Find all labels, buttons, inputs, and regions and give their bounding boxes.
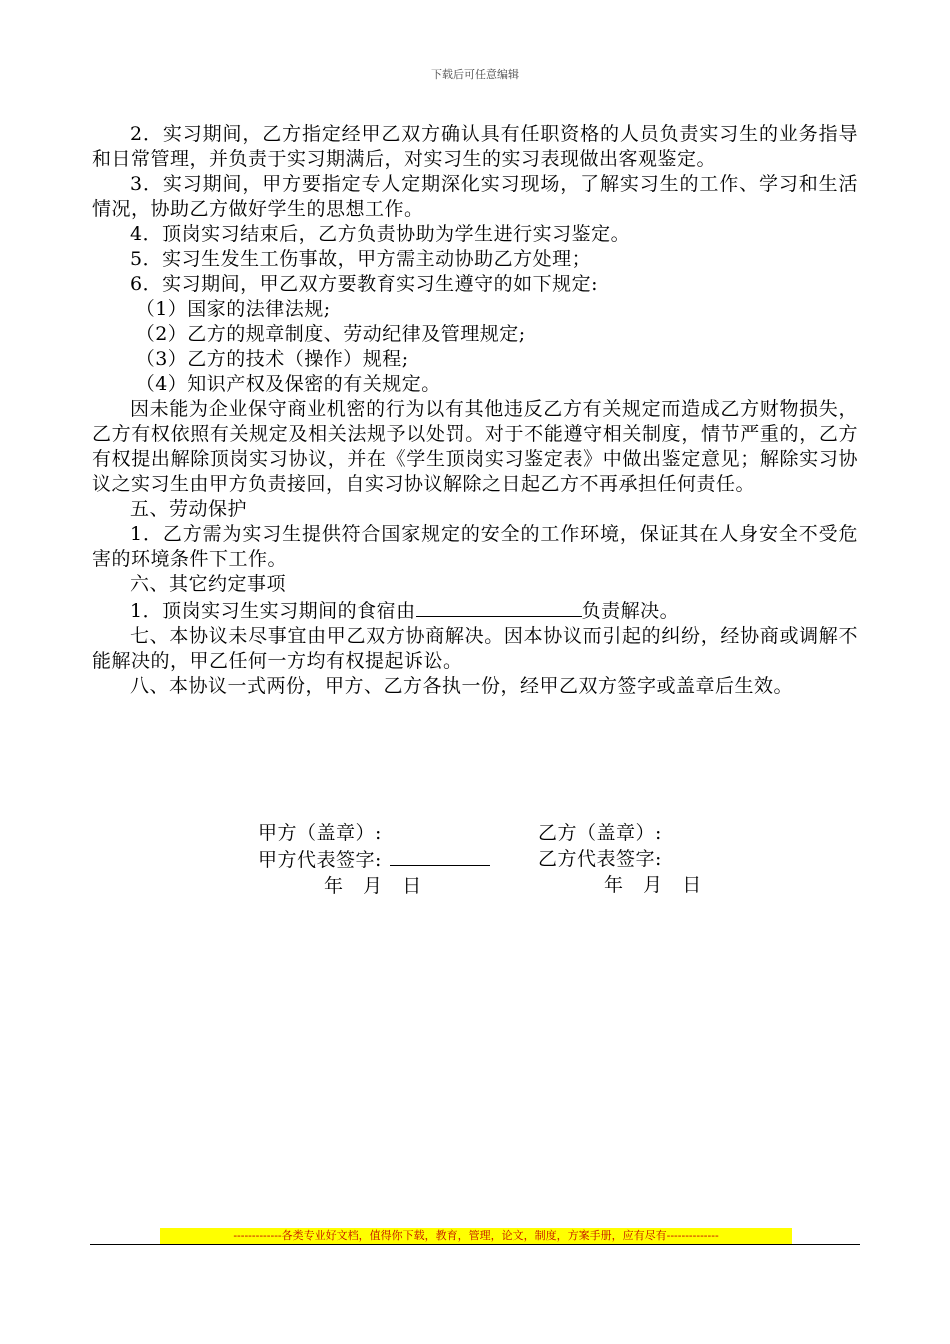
party-b-rep-label: 乙方代表签字: [538,848,662,870]
section-6-title: 六、其它约定事项 [130,573,287,595]
rule-item-1: （1）国家的法律法规; [135,298,331,320]
rule-item-4: （4）知识产权及保密的有关规定。 [135,373,441,395]
section-5-clause-1: 1．乙方需为实习生提供符合国家规定的安全的工作环境，保证其在人身安全不受危害的环境条件下工作。 [92,523,858,570]
party-b-seal-label: 乙方（盖章）: [538,822,662,844]
party-b-date: 年 月 日 [604,874,702,896]
clause-5: 5．实习生发生工伤事故，甲方需主动协助乙方处理； [130,248,592,270]
section-6-clause-1 [92,597,858,624]
penalty-paragraph: 因未能为企业保守商业机密的行为以有其他违反乙方有关规定而造成乙方财物损失，乙方有权依照有关规定及相关法规予以处罚。对于不能遵守相关制度，情节严重的，乙方有权提出解除顶岗实习协议，并在《学生顶岗实习鉴定表》中做出鉴定意见；解除实习协议之实习生由甲方负责接回，自实习协议解除之日起乙方不再承担任何责任。 [92,398,858,495]
party-a-rep-line [258,846,490,873]
party-a-rep-label: 甲方代表签字: [258,849,382,871]
agreement-body [92,122,858,699]
section-6-clause-1-suffix: 负责解决。 [581,600,680,622]
clause-6: 6．实习期间，甲乙双方要教育实习生遵守的如下规定: [130,273,598,295]
clause-2: 2．实习期间，乙方指定经甲乙双方确认具有任职资格的人员负责实习生的业务指导和日常管理，并负责于实习期满后，对实习生的实习表现做出客观鉴定。 [92,123,858,170]
section-6-clause-1-prefix: 1．顶岗实习生实习期间的食宿由 [130,600,416,622]
rule-item-2: （2）乙方的规章制度、劳动纪律及管理规定; [135,323,526,345]
party-a-signature-block [258,820,490,899]
party-a-seal-label: 甲方（盖章）: [258,822,382,844]
party-b-signature-block [538,820,702,898]
footer-divider [90,1244,860,1245]
section-5-title: 五、劳动保护 [130,498,248,520]
section-7: 七、本协议未尽事宜由甲乙双方协商解决。因本协议而引起的纠纷，经协商或调解不能解决的，甲乙任何一方均有权提起诉讼。 [92,625,858,672]
section-8: 八、本协议一式两份，甲方、乙方各执一份，经甲乙双方签字或盖章后生效。 [130,675,794,697]
rule-item-3: （3）乙方的技术（操作）规程; [135,348,409,370]
food-lodging-blank[interactable] [416,597,582,617]
clause-4: 4．顶岗实习结束后，乙方负责协助为学生进行实习鉴定。 [130,223,631,245]
page-header-note: 下载后可任意编辑 [431,68,519,81]
footer-promo-banner: -------------各类专业好文档，值得你下载，教育，管理，论文，制度，方案手册，应有尽有-------------- [160,1228,792,1244]
clause-3: 3．实习期间，甲方要指定专人定期深化实习现场，了解实习生的工作、学习和生活情况，协助乙方做好学生的思想工作。 [92,173,858,220]
party-a-date: 年 月 日 [324,875,422,897]
party-a-signature-blank[interactable] [390,846,490,866]
